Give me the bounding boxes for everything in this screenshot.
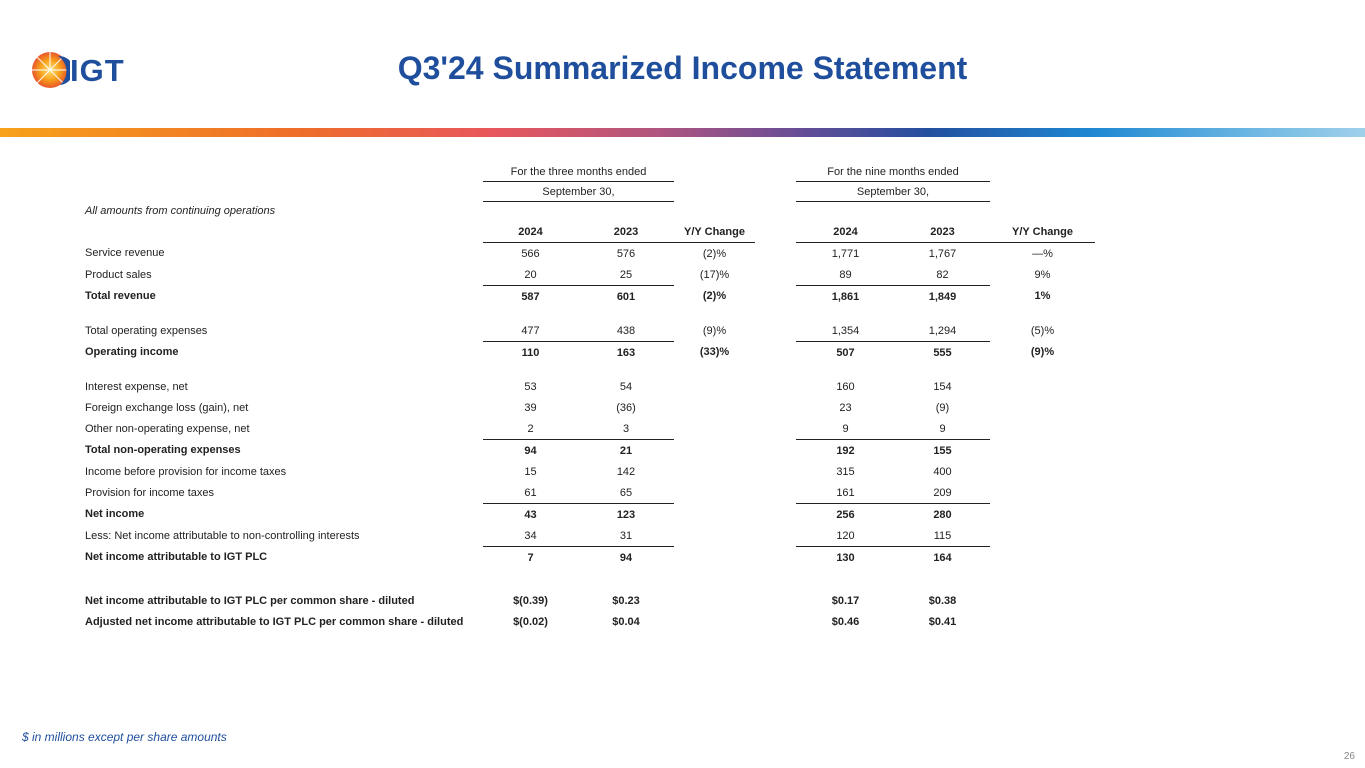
table-subtitle: All amounts from continuing operations	[85, 205, 276, 218]
table-row: Net income attributable to IGT PLC 7 94 130 164	[85, 551, 952, 564]
table-row: Product sales 20 25 (17)% 89 82 9%	[85, 264, 1095, 286]
color-band-divider	[0, 128, 1365, 137]
table-row: Total revenue 587 601 (2)% 1,861 1,849 1%	[85, 290, 1051, 303]
col-header-2023-9m: 2023	[895, 221, 990, 243]
table-row: Interest expense, net 53 54 160 154	[85, 380, 952, 393]
table-row: Provision for income taxes 61 65 161 209	[85, 482, 1095, 504]
nine-months-date: September 30,	[796, 182, 990, 202]
subtitle-row	[85, 202, 1095, 222]
col-header-yy-q: Y/Y Change	[674, 221, 755, 243]
page-number: 26	[1343, 751, 1355, 762]
table-row: Foreign exchange loss (gain), net 39 (36) 23 (9)	[85, 401, 950, 414]
col-header-2023-q: 2023	[578, 221, 674, 243]
brand-wordmark: IGT	[70, 53, 125, 88]
three-months-date: September 30,	[483, 182, 674, 202]
table-row: Operating income 110 163 (33)% 507 555 (9)%	[85, 346, 1055, 359]
three-months-label: For the three months ended	[483, 162, 674, 182]
table-row: Adjusted net income attributable to IGT PLC per common share - diluted $(0.02) $0.04 $0.46 $0.41	[85, 615, 957, 628]
col-header-2024-9m: 2024	[796, 221, 895, 243]
table-row: Other non-operating expense, net 2 3 9 9	[85, 418, 1095, 440]
table-row: Net income 43 123 256 280	[85, 508, 952, 521]
income-statement-table	[85, 162, 1095, 632]
col-header-2024-q: 2024	[483, 221, 578, 243]
table-row: Total operating expenses 477 438 (9)% 1,354 1,294 (5)%	[85, 320, 1095, 342]
col-header-yy-9m: Y/Y Change	[990, 221, 1095, 243]
page-title: Q3'24 Summarized Income Statement	[397, 50, 968, 86]
table-row: Income before provision for income taxes 15 142 315 400	[85, 465, 952, 478]
period-header-row	[85, 162, 1095, 182]
table-row: Service revenue 566 576 (2)% 1,771 1,767 —%	[85, 247, 1053, 260]
date-header-row	[85, 182, 1095, 202]
nine-months-label: For the nine months ended	[796, 162, 990, 182]
column-header-row	[85, 221, 1095, 243]
table-row: Less: Net income attributable to non-controlling interests 34 31 120 115	[85, 525, 1095, 547]
footnote: $ in millions except per share amounts	[22, 730, 227, 744]
table-row: Total non-operating expenses 94 21 192 155	[85, 444, 952, 457]
table-row: Net income attributable to IGT PLC per common share - diluted $(0.39) $0.23 $0.17 $0.38	[85, 594, 957, 607]
